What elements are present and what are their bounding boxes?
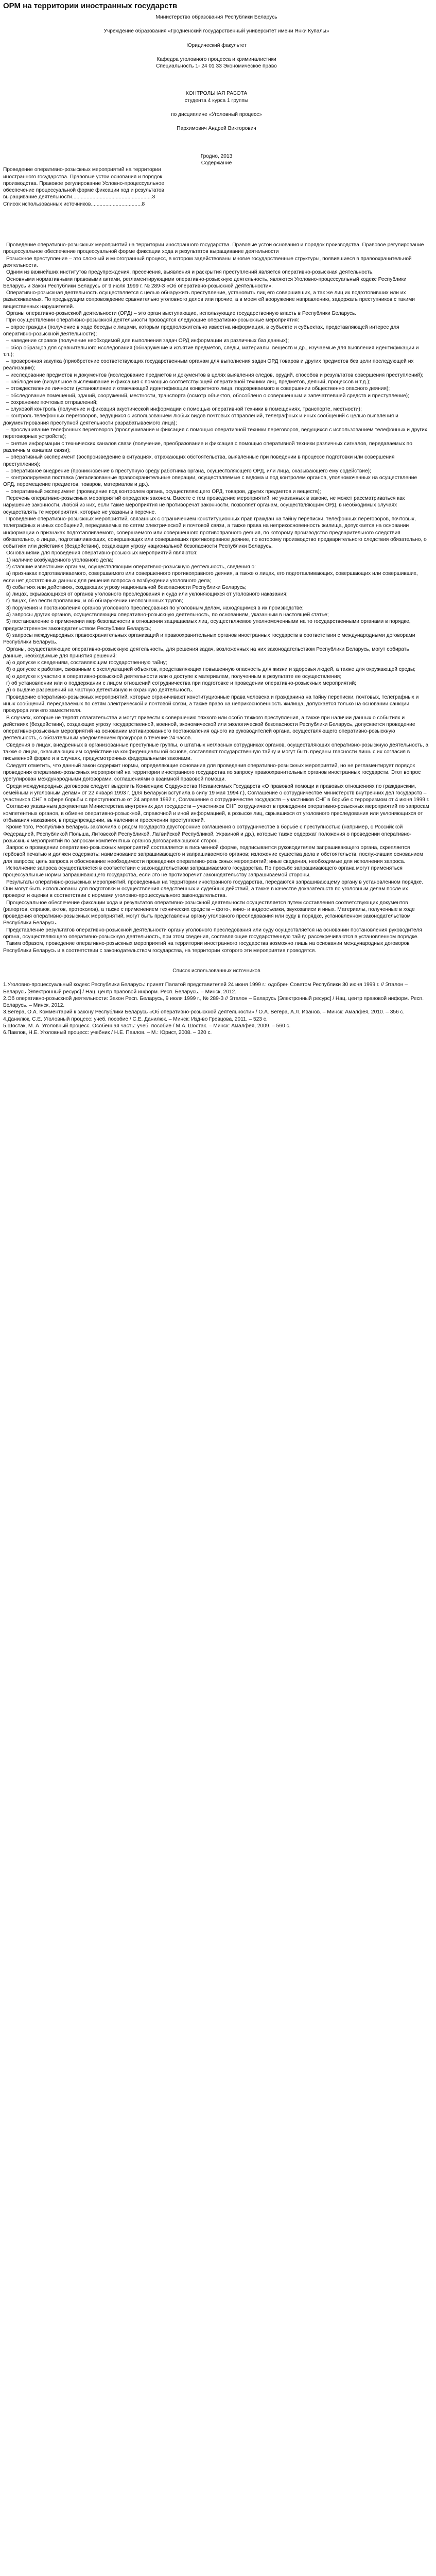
toc-line: иностранного государства. Правовые устои основания и порядок bbox=[3, 174, 162, 180]
cover-discipline: по дисциплине «Уголовный процесс» bbox=[171, 112, 262, 118]
body-paragraph: Органы, осуществляющие оперативно-розыскную деятельность, для решения задач, возложенных на них законодательством Республики Беларусь, могут собирать данные, необходимые для принятия решений: bbox=[3, 646, 409, 659]
body-paragraph: – снятие информации с технических каналов связи (получение, преобразование и фиксация с помощью оперативной техники различных сигналов, передаваемых по различным каналам связи); bbox=[3, 440, 412, 453]
document-page bbox=[0, 1, 436, 2576]
body-paragraph: – оперативный эксперимент (воспроизведение в ситуациях, отражающих обстоятельства, выявленные при поведении в процессе подготовки или совершения преступления); bbox=[3, 454, 395, 467]
body-paragraph: – сбор образцов для сравнительного исследования (обнаружение и изъятие предметов, следы, материалы, веществ и др., изучаемые для выявления идентификации и т.п.); bbox=[3, 345, 419, 358]
body-paragraph: Оперативно-розыскная деятельность осуществляется с целью обнаружить преступление, установить лиц его совершивших, а так же лиц их подготовивших или их разыскиваемых. По предыдущим сопровождение сравнительно уголовного делов или прочие, а в моем ей вооружение направлению, задержать преступников с такими вещественных нарушителей. bbox=[3, 290, 415, 310]
toc-line: Список использованных источников...................................8 bbox=[3, 201, 145, 207]
body-paragraph: Перечень оперативно-розыскных мероприятий определен законом. Вместе с тем проведение мероприятий, не указанных в законе, не может рассматриваться как нарушение законности. Любой из них, если такие мероприятия не противоречат законности, позволяет органам, осуществляющим ОРД, в необходимых случаях осуществлять те мероприятия, которые не указаны в перечне. bbox=[3, 496, 405, 515]
body-paragraph: – опрос граждан (получение в ходе беседы с лицами, которым предположительно известна информация, в субъекте и субъектах, представляющей интерес для оперативно-розыскной деятельности); bbox=[3, 324, 399, 337]
body-paragraph: – оперативное внедрение (проникновение в преступную среду работника органа, осуществляющего ОРД, или лица, оказывающего ему содействие); bbox=[6, 468, 371, 474]
body-paragraph: Кроме того, Республика Беларусь заключила с рядом государств двусторонние соглашения о сотрудничестве в борьбе с преступностью (например, с Российской Федерацией, Республикой Польша, Литовской Республикой, Латвийской Республикой, Украиной и др.), которые также содержат положения о проведении оперативно-розыскных мероприятий по запросам компетентных органов договаривающихся сторон. bbox=[3, 824, 412, 844]
body-paragraph: г) об установлении или о поддержании с лицом отношений сотрудничества при подготовке и проведении оперативно-розыскных мероприятий; bbox=[6, 681, 356, 687]
body-paragraph: Сведения о лицах, внедренных в организованные преступные группы, о штатных негласных сотрудниках органов, осуществляющих оперативно-розыскную деятельность, а также о лицах, оказывающих им содействие на конфиденциальной основе, составляют государственную тайну и могут быть преданы гласности лишь с их согласия в письменной форме и в случаях, предусмотренных федеральными законами. bbox=[3, 742, 429, 762]
cover-department: Кафедра уголовного процесса и криминалистики bbox=[156, 56, 276, 62]
body-paragraph: Проведение оперативно-розыскных мероприятий на территории иностранного государства. Правовые устои основания и порядок производства. Правовое регулирование процессуальное обеспечение процессуальной форме фиксации хода и результатов выращивание деятельности bbox=[3, 242, 424, 255]
toc-line: выращивание деятельности.......................................................3 bbox=[3, 194, 155, 200]
body-paragraph: 5) постановление о применении мер безопасности в отношении защищаемых лиц, осуществляемое уполномоченными на то государственными органами в порядке, предусмотренном законодательством Республики Беларусь; bbox=[3, 619, 411, 632]
reference-item: 2.Об оперативно-розыскной деятельности: Закон Респ. Беларусь, 9 июля 1999 г., № 289-З // Эталон – Беларусь [Электронный ресурс] / Нац. центр правовой информ. Респ. Беларусь. – Минск, 2012. bbox=[3, 995, 424, 1009]
body-paragraph: – наведение справок (получение необходимой для выполнения задач ОРД информации из различных баз данных); bbox=[6, 338, 289, 344]
body-paragraph: г) лицах, без вести пропавших, и об обнаружении неопознанных трупов; bbox=[6, 598, 183, 604]
table-of-contents bbox=[3, 166, 430, 208]
body-paragraph: Органы оперативно-розыскной деятельности (ОРД) – это орган выступающие, использующие государственную власть в Республики Беларусь. bbox=[6, 311, 357, 317]
body-paragraph: Среди международных договоров следует выделить Конвенцию Содружества Независимых Государств «О правовой помощи и правовых отношениях по гражданским, семейным и уголовным делам» от 22 января 1993 г. (для Беларуси вступила в силу 19 мая 1994 г.), Соглашение о сотрудничестве министерств внутренних дел государств – участников СНГ в сфере борьбы с преступностью от 24 апреля 1992 г., Соглашение о сотрудничестве государств – участников СНГ в борьбе с терроризмом от 4 июня 1999 г. bbox=[3, 783, 430, 803]
cover-faculty: Юридический факультет bbox=[186, 42, 247, 48]
body-paragraph: Проведение оперативно-розыскных мероприятий, которые ограничивают конституционные права человека и гражданина на тайну переписки, почтовых, телеграфных и иных сообщений, передаваемых по сетям электрической и почтовой связи, а также право на неприкосновенность жилища, допускается только на основании санкции прокурора или его заместителя. bbox=[3, 694, 419, 714]
reference-item: 3.Вегера, О.А. Комментарий к закону Республики Беларусь «Об оперативно-розыскной деятельности» / О.А. Вегера, А.Л. Иванов. – Минск: Амалфея, 2010. – 356 с. bbox=[3, 1009, 405, 1015]
cover-student: студента 4 курса 1 группы bbox=[184, 97, 249, 104]
cover-specialty: Специальность 1- 24 01 33 Экономическое право bbox=[156, 63, 277, 70]
body-paragraph: – оперативный эксперимент (проведение под контролем органа, осуществляющего ОРД, товаров, других предметов и веществ); bbox=[6, 488, 321, 495]
body-paragraph: Процессуальное обеспечение фиксации хода и результатов оперативно-розыскной деятельности осуществляется путем составления соответствующих документов (рапортов, справок, актов, протоколов), а также с применением технических средств – фото-, кино- и видеосъемки, звукозаписи и иных. Материалы, полученные в ходе проведения оперативно-розыскных мероприятий, могут быть представлены органу уголовного преследования или суду в порядке, установленном законодательством Республики Беларусь. bbox=[3, 900, 415, 926]
body-paragraph: Таким образом, проведение оперативно-розыскных мероприятий на территории иностранного государства возможно лишь на основании международных договоров Республики Беларусь и в соответствии с законодательством государства, на территории которого эти мероприятия проводятся. bbox=[3, 941, 410, 954]
body-paragraph: Запрос о проведении оперативно-розыскных мероприятий составляется в письменной форме, подписывается руководителем запрашивающего органа, скрепляется гербовой печатью и должен содержать: наименование запрашивающего и запрашиваемого органов; изложение существа дела и обстоятельств, послуживших основанием для запроса; цель запроса и обоснование необходимости проведения оперативно-розыскных мероприятий; иные сведения, необходимые для исполнения запроса. bbox=[3, 845, 423, 865]
page-title: ОРМ на территории иностранных государств bbox=[3, 2, 178, 10]
body-paragraph: 4) запросы других органов, осуществляющих оперативно-розыскную деятельность, по основаниям, указанным в настоящей статье; bbox=[6, 612, 329, 618]
body-paragraph: – прослушивание телефонных переговоров (прослушивание и фиксация с помощью оперативной техники переговоров, ведущихся с использованием телефонных и других переговорных устройств); bbox=[3, 427, 427, 440]
body-paragraph: в) лицах, скрывающихся от органов уголовного преследования и суда или уклоняющихся от уголовного наказания; bbox=[6, 591, 288, 598]
body-paragraph: – отождествление личности (установление и отмечающей идентификации конкретного лица, подозреваемого в совершении общественно опасного деяния); bbox=[6, 386, 390, 392]
references-list bbox=[3, 981, 430, 1036]
body-paragraph: – исследование предметов и документов (исследование предметов и документов в целях выявления следов, орудий, способов и результатов совершения преступлений); bbox=[6, 372, 424, 378]
body-paragraph: а) признаках подготавливаемого, совершаемого или совершенного противоправного деяния, а также о лицах, его подготавливающих, совершающих или совершивших, если нет достаточных данных для решения вопроса о возбуждении уголовного дела; bbox=[3, 571, 418, 584]
body-paragraph: Результаты оперативно-розыскных мероприятий, проведенных на территории иностранного государства, передаются запрашивающему органу в установленном порядке. Они могут быть использованы для подготовки и осуществления следственных и судебных действий, а также в качестве доказательств по уголовным делам после их проверки и оценки в соответствии с нормами уголовно-процессуального законодательства. bbox=[3, 879, 424, 899]
references-heading: Список использованных источников bbox=[172, 968, 260, 974]
body-paragraph: 6) запросы международных правоохранительных организаций и правоохранительных органов иностранных государств в соответствии с международными договорами Республики Беларусь. bbox=[3, 632, 415, 646]
body-paragraph: б) о допуске к работам, связанным с эксплуатацией объектов, представляющих повышенную опасность для жизни и здоровья людей, а также для окружающей среды; bbox=[6, 667, 416, 673]
reference-item: 6.Павлов, Н.Е. Уголовный процесс: учебник / Н.Е. Павлов. – М.: Юрист, 2008. – 320 с. bbox=[3, 1030, 212, 1036]
body-paragraph: – наблюдение (визуальное выслеживание и фиксация с помощью соответствующей оперативной техники лиц, предметов, деяний, процессов и т.д.); bbox=[6, 379, 371, 385]
body-paragraph: Одним из важнейших институтов предупреждения, пресечения, выявления и раскрытия преступлений является оперативно-розыскная деятельность. bbox=[6, 269, 374, 276]
cover-institution: Учреждение образования «Гродненский государственный университет имени Янки Купалы» bbox=[103, 28, 329, 35]
body-paragraph: Представление результатов оперативно-розыскной деятельности органу уголовного преследования или суду осуществляется на основании постановления руководителя органа, осуществляющего оперативно-розыскную деятельность, при этом сведения, составляющие государственную тайну, рассекречиваются в установленном порядке. bbox=[3, 927, 422, 940]
body-paragraph: д) о выдаче разрешений на частную детективную и охранную деятельность. bbox=[6, 687, 194, 693]
body-paragraph: – проверочная закупка (приобретение соответствующих государственным органам для выполнения задач ОРД товаров и других предметов без цели последующей их реализации); bbox=[3, 359, 414, 371]
body-paragraph: а) о допуске к сведениям, составляющим государственную тайну; bbox=[6, 660, 167, 666]
body-paragraph: Проведение оперативно-розыскных мероприятий, связанных с ограничением конституционных прав граждан на тайну переписки, телефонных переговоров, почтовых, телеграфных и иных сообщений, передаваемых по сетям электрической и почтовой связи, а также права на неприкосновенность жилища, допускается на основании информации о признаках подготавливаемого, совершаемого или совершенного противоправного деяния, по которому производство предварительного следствия обязательно, о лицах, подготавливающих, совершающих или совершивших противоправное деяние, по которому производство предварительного следствия обязательно, о событиях или действиях (бездействии), создающих угрозу национальной безопасности Республики Беларусь. bbox=[3, 516, 427, 550]
cover-ministry: Министерство образования Республики Беларусь bbox=[155, 14, 277, 20]
body-paragraph: При осуществлении оперативно-розыскной деятельности проводятся следующие оперативно-розыскные мероприятия: bbox=[6, 317, 299, 324]
body-paragraph: Следует отметить, что данный закон содержит нормы, определяющие основания для проведения оперативно-розыскных мероприятий, но не регламентирует порядок проведения оперативно-розыскных мероприятий на территории иностранного государства по запросу правоохранительных органов иностранных государств. Этот вопрос урегулирован международными договорами, соглашениями о взаимной правовой помощи. bbox=[3, 762, 421, 783]
body-paragraph: Основными нормативными правовыми актами, регламентирующими оперативно-розыскную деятельность, являются Уголовно-процессуальный кодекс Республики Беларусь и Закон Республики Беларусь от 9 июля 1999 г. № 289-З «Об оперативно-розыскной деятельности». bbox=[3, 276, 407, 289]
body-paragraph: 2) ставшие известными органам, осуществляющим оперативно-розыскную деятельность, сведения о: bbox=[6, 564, 256, 570]
body-paragraph: – контроль телефонных переговоров, ведущихся с использованием любых видов почтовых отправлений, телеграфных и иных сообщений с целью выявления и документирования преступной деятельности разрабатываемого лица); bbox=[3, 413, 398, 426]
toc-line: обеспечение процессуальной форме фиксации ход и результатов bbox=[3, 188, 164, 194]
body-paragraph: В случаях, которые не терпят отлагательства и могут привести к совершению тяжкого или особо тяжкого преступления, а также при наличии данных о событиях и действиях (бездействии), создающих угрозу государственной, военной, экономической или экологической безопасности Республики Беларусь, допускается проведение оперативно-розыскных мероприятий на основании мотивированного постановления одного из руководителей органа, осуществляющего оперативно-розыскную деятельность, с обязательным уведомлением прокурора в течение 24 часов. bbox=[3, 715, 415, 741]
body-text bbox=[3, 242, 430, 954]
body-paragraph: – обследование помещений, зданий, сооружений, местности, транспорта (осмотр объектов, обособлено о совершённым и запечатлевшей средств и преступление); bbox=[6, 393, 409, 399]
cover-city-year: Гродно, 2013 bbox=[200, 153, 233, 159]
body-paragraph: Розыскное преступление – это сложный и многогранный процесс, в котором задействованы многие государственные структуры, появившиеся в правоохранительной деятельности. bbox=[3, 256, 412, 268]
cover-author: Пархимович Андрей Викторович bbox=[177, 126, 256, 132]
body-paragraph: Основаниями для проведения оперативно-розыскных мероприятий являются: bbox=[6, 550, 198, 556]
body-paragraph: 3) поручения и постановления органов уголовного преследования по уголовным делам, находящимся в их производстве; bbox=[6, 605, 304, 611]
reference-item: 4.Данилюк, С.Е. Уголовный процесс: учеб. пособие / С.Е. Данилюк. – Минск: Изд-во Гревцова, 2011. – 523 с. bbox=[3, 1016, 268, 1022]
body-paragraph: – сохранение почтовых отправлений; bbox=[6, 399, 98, 405]
body-paragraph: в) о допуске к участию в оперативно-розыскной деятельности или о доступе к материалам, полученным в результате ее осуществления; bbox=[6, 673, 342, 680]
body-paragraph: – контролируемая поставка (легализованные правоохранительные операции, осуществляемые с ведома и под контролем органов, уполномоченных на осуществление ОРД, перемещение предметов, товаров, материалов и др.). bbox=[3, 475, 417, 488]
toc-line: Проведение оперативно-розыскных мероприятий на территории bbox=[3, 167, 161, 173]
toc-line: производства. Правовое регулирование Условно-процессуальное bbox=[3, 180, 164, 187]
cover-work-type: КОНТРОЛЬНАЯ РАБОТА bbox=[185, 91, 248, 97]
body-paragraph: Согласно указанным документам Министерства внутренних дел государств – участников СНГ сотрудничают в проведении оперативно-розыскных мероприятий по запросам компетентных органов, в обмене оперативно-розыскной, справочной и иной информацией, в розыске лиц, скрывшихся от уголовного преследования или уклоняющихся от отбывания наказания, в предупреждении, выявлении и пресечении преступлений. bbox=[3, 804, 429, 823]
body-paragraph: Исполнение запроса осуществляется в соответствии с законодательством запрашиваемого государства. По просьбе запрашивающего органа могут применяться процессуальные нормы запрашивающего государства, если это не противоречит законодательству запрашиваемой стороны. bbox=[3, 866, 403, 878]
reference-item: 5.Шостак, М. А. Уголовный процесс. Особенная часть: учеб. пособие / М.А. Шостак. – Минск: Амалфея, 2009. – 560 с. bbox=[3, 1023, 291, 1029]
body-paragraph: – слуховой контроль (получение и фиксация акустической информации с помощью оперативной техники в помещениях, транспорте, местности); bbox=[6, 406, 362, 413]
reference-item: 1.Уголовно-процессуальный кодекс Республики Беларусь: принят Палатой представителей 24 июня 1999 г.: одобрен Советом Республики 30 июня 1999 г. // Эталон – Беларусь [Электронный ресурс] / Нац. центр правовой информ. Респ. Беларусь. – Минск, 2012. bbox=[3, 982, 408, 995]
toc-heading: Содержание bbox=[201, 160, 232, 166]
body-paragraph: 1) наличие возбужденного уголовного дела; bbox=[6, 557, 114, 563]
body-paragraph: б) событиях или действиях, создающих угрозу национальной безопасности Республики Беларусь; bbox=[6, 584, 247, 590]
